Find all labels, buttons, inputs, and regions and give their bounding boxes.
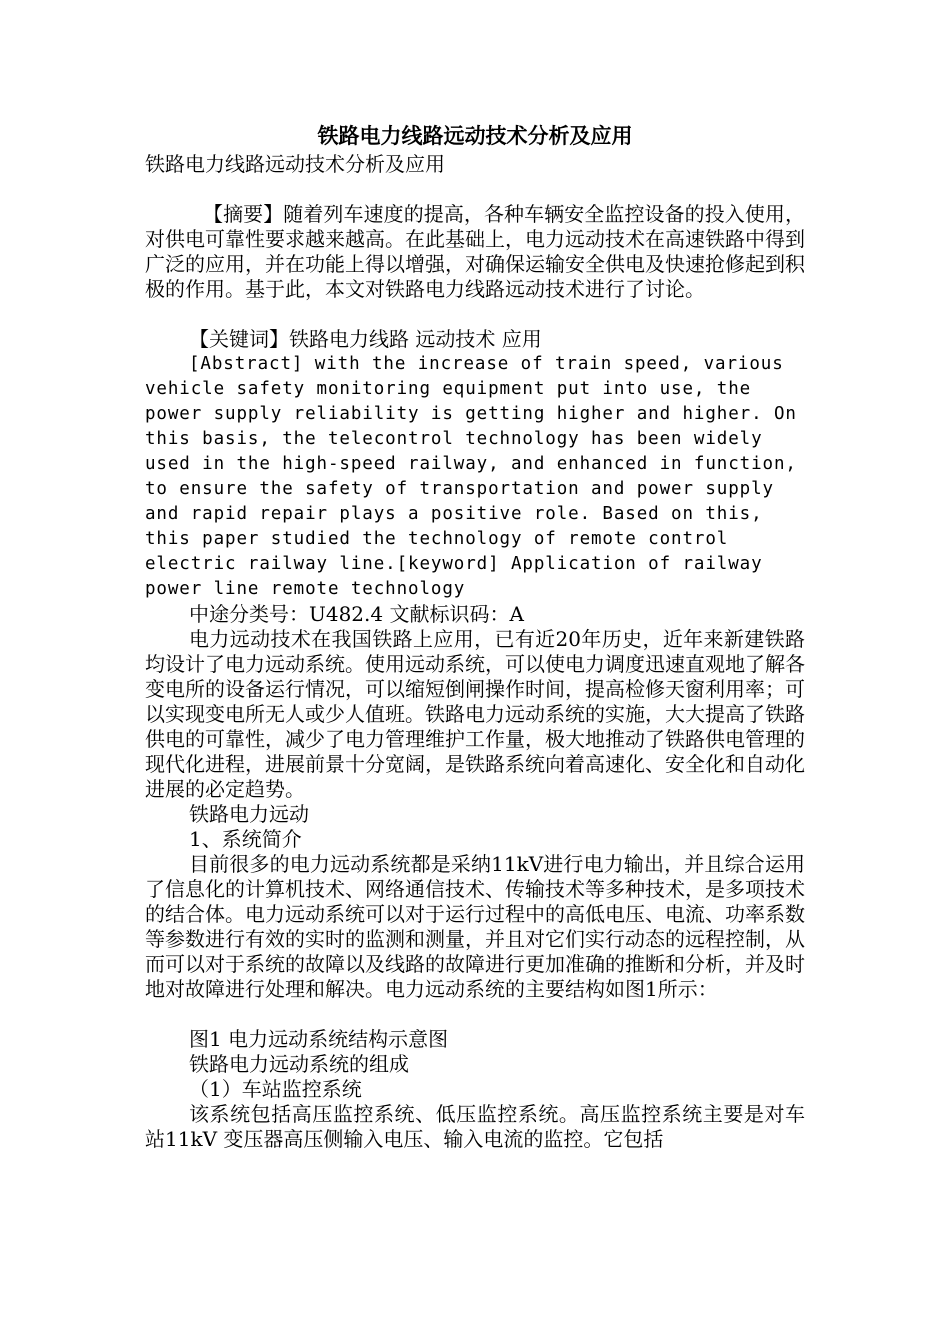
subsection-heading: （1）车站监控系统 bbox=[189, 1077, 362, 1101]
section-heading: 铁路电力远动 bbox=[189, 802, 309, 826]
keywords-cn: 【关键词】铁路电力线路 远动技术 应用 bbox=[189, 327, 542, 351]
subsection-heading: 1、系统简介 bbox=[189, 827, 302, 851]
classification-line: 中途分类号：U482.4 文献标识码：A bbox=[189, 602, 524, 626]
section-heading: 铁路电力远动系统的组成 bbox=[189, 1052, 409, 1076]
document-page bbox=[145, 120, 805, 1152]
abstract-cn: 【摘要】随着列车速度的提高，各种车辆安全监控设备的投入使用，对供电可靠性要求越来越高。在此基础上，电力远动技术在高速铁路中得到广泛的应用，并在功能上得以增强，对确保运输安全供电及快速抢修起到积极的作用。基于此，本文对铁路电力线路远动技术进行了讨论。 bbox=[145, 202, 805, 301]
figure-caption: 图1 电力远动系统结构示意图 bbox=[189, 1027, 449, 1051]
abstract-en: [Abstract] with the increase of train speed, various vehicle safety monitoring equipment put into use, the power supply reliability is getting higher and higher. On this basis, the telecontrol technology has been widely used in the high-speed railway, and enhanced in function, to ensure the safety of transportation and power supply and rapid repair plays a positive role. Based on this, this paper studied the technology of remote control electric railway line.[keyword] Application of railway power line remote technology bbox=[145, 354, 797, 599]
station-paragraph: 该系统包括高压监控系统、低压监控系统。高压监控系统主要是对车站11kV 变压器高压侧输入电压、输入电流的监控。它包括 bbox=[145, 1102, 805, 1151]
document-title: 铁路电力线路远动技术分析及应用 bbox=[317, 123, 633, 148]
spacer bbox=[145, 302, 805, 327]
figure-placeholder bbox=[145, 1002, 805, 1027]
system-paragraph: 目前很多的电力远动系统都是采纳11kV进行电力输出，并且综合运用了信息化的计算机技术、网络通信技术、传输技术等多种技术，是多项技术的结合体。电力远动系统可以对于运行过程中的高低电压、电流、功率系数等参数进行有效的实时的监测和测量，并且对它们实行动态的远程控制，从而可以对于系统的故障以及线路的故障进行更加准确的推断和分析，并及时地对故障进行处理和解决。电力远动系统的主要结构如图1所示： bbox=[145, 852, 805, 1001]
intro-paragraph: 电力远动技术在我国铁路上应用，已有近20年历史，近年来新建铁路均设计了电力远动系统。使用远动系统，可以使电力调度迅速直观地了解各变电所的设备运行情况，可以缩短倒闸操作时间，提高检修天窗利用率；可以实现变电所无人或少人值班。铁路电力远动系统的实施，大大提高了铁路供电的可靠性，减少了电力管理维护工作量，极大地推动了铁路供电管理的现代化进程，进展前景十分宽阔，是铁路系统向着高速化、安全化和自动化进展的必定趋势。 bbox=[145, 627, 805, 801]
spacer bbox=[145, 177, 805, 202]
document-subtitle: 铁路电力线路远动技术分析及应用 bbox=[145, 152, 445, 176]
